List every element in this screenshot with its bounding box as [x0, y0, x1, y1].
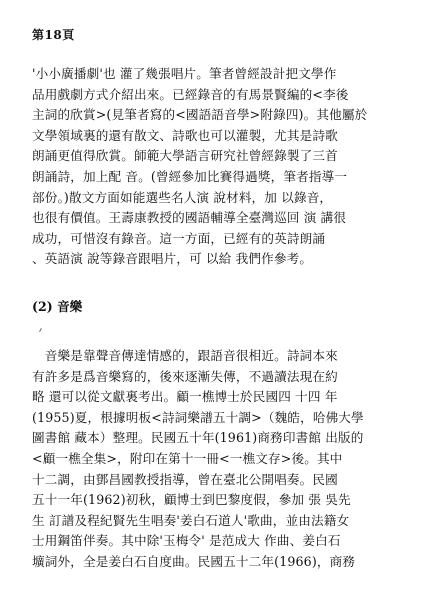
paragraph-literature-recordings [32, 64, 398, 270]
text-line: 士用鋼笛伴奏。其中除'玉梅令' 是范成大 作曲、姜白石 [32, 533, 341, 549]
text-line: 文學領域裏的還有散文、詩歌也可以灌製，尤其是詩歌 [32, 127, 338, 143]
text-line: 壙詞外，全是姜白石自度曲。民國五十二年(1966)，商務 [32, 553, 356, 569]
text-line: 成功，可惜沒有錄音。這一方面，已經有的英詩朗誦 [32, 230, 326, 246]
text-line: 、英語演 說等錄音跟唱片，可 以給 我們作參考。 [32, 251, 313, 267]
text-line: 部份。)散文方面如能選些名人演 說材料，加 以錄音， [32, 189, 333, 205]
text-line: 品用戲劇方式介紹出來。已經錄音的有馬景賢編的<李後 [32, 86, 349, 102]
text-line: 朗誦詩，加上配 音。(曾經參加比賽得過獎，筆者指導一 [32, 168, 348, 184]
text-line: (1955)夏，根據明板<詩詞樂譜五十調>（魏皓，哈佛大學 [32, 409, 364, 425]
text-line: 五十一年(1962)初秋，顧博士到巴黎度假，參加 張 吳先 [32, 492, 351, 508]
text-line: 略 還可以從文獻裏考出。顧一樵博士於民國四 十四 年 [32, 389, 338, 405]
section-heading-music: (2) 音樂 [32, 299, 83, 314]
text-line: 朗誦更值得欣賞。師範大學語言研究社曾經錄製了三首 [32, 148, 338, 164]
paragraph-music [32, 346, 398, 573]
page-number-header: 第18頁 [32, 28, 75, 42]
stray-ink-mark [39, 328, 42, 332]
text-line: 主詞的欣賞>(見筆者寫的<國語語音學>附錄四)。其他屬於 [32, 107, 368, 123]
text-line: 生 訂譜及程紀賢先生唱奏'姜白石道人'歌曲，並由法籍女 [32, 512, 350, 528]
text-line: '小小廣播劇'也 灌了幾張唱片。筆者曾經設計把文學作 [32, 66, 337, 81]
text-line: <顧一樵全集>，附印在第十一冊<一樵文存>後。其中 [32, 450, 343, 466]
text-line: 也很有價值。王壽康教授的國語輔導全臺灣巡回 演 講很 [32, 210, 347, 226]
text-line: 十二調，由鄧昌國教授指導，曾在臺北公開唱奏。民國 [32, 471, 338, 487]
text-line: 音樂是靠聲音傳達情感的，跟語音很相近。詩詞本來 [32, 348, 338, 363]
text-line: 圖書館 藏本）整理。民國五十年(1961)商務印書館 出版的 [32, 430, 364, 446]
text-line: 有許多是爲音樂寫的，後來逐漸失傳，不過讀法現在約 [32, 368, 338, 384]
